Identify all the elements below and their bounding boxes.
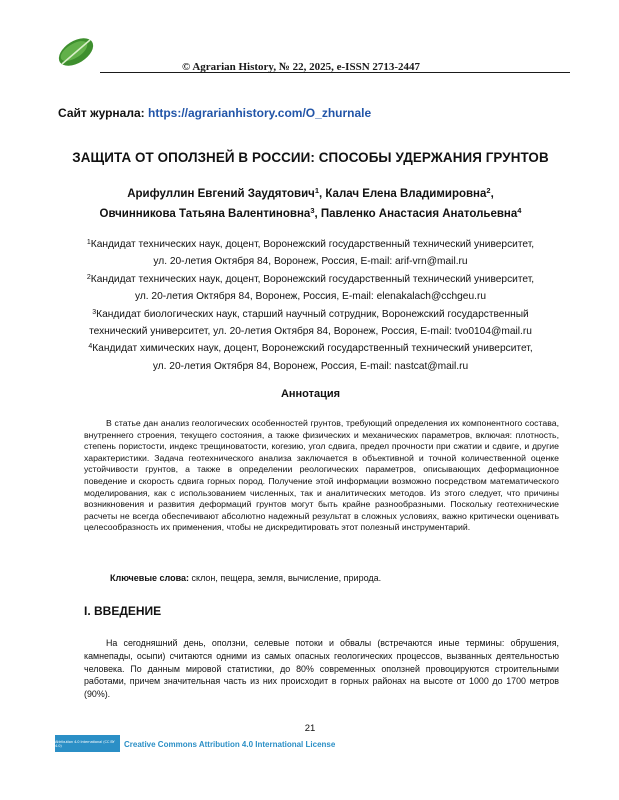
keywords-line [110,573,381,583]
annotation-text: В статье дан анализ геологических особенностей грунтов, требующий определения их компонентного состава, внутреннего строения, текущего состояния, а также физических и механических параметров, включая: плотность, степень пористости, индекс трещиноватости, когезию, угол сдвига, предел прочности при сжатии и сдвиге, и другие характеристики. Задача геотехнического анализа заключается в объективной и точной количественной оценке устойчивости грунтов, а также в определении реологических параметров, описывающих деформационное поведение и скорость сдвига горных пород. Получение этой информации возможно посредством математического моделирования, как с использованием численных, так и аналитических методов. Из этого следует, что причины возникновения и развития деформаций грунтов могут быть крайне разнообразными. Поскольку геотехнические расчеты не всегда обеспечивают абсолютно надежный результат в сложных условиях, важно критически оценивать целесообразность их применения, чтобы не дискредитировать этот полезный инструментарий. [84,418,559,533]
affiliation-line: $^1$Кандидат технических наук, доцент, Воронежский государственный технический университет, [86,239,535,250]
affiliation-line: ул. 20-летия Октября 84, Воронеж, Россия, E-mail: arif-vrn@mail.ru [153,256,468,268]
green-leaf-logo-icon [52,30,100,70]
page-number: 21 [304,723,316,734]
author-sup: 1 [314,186,319,195]
keywords-text: склон, пещера, земля, вычисление, природа. [189,573,382,583]
site-label: Сайт журнала: [58,106,145,120]
author-name: Арифуллин Евгений Заудятович [127,188,315,200]
author-sup: 4 [517,206,522,215]
site-link[interactable]: https://agrarianhistory.com/O_zhurnale [148,106,372,120]
header-divider [100,72,570,73]
author-name: Овчинникова Татьяна Валентиновна [99,208,311,220]
paper-title: ЗАЩИТА ОТ ОПОЛЗНЕЙ В РОССИИ: СПОСОБЫ УДЕРЖАНИЯ ГРУНТОВ [72,150,549,165]
author-sup: 3 [310,206,315,215]
affiliation-line: технический университет, ул. 20-летия Октября 84, Воронеж, Россия, E-mail: tvo0104@mail.ru [89,326,532,338]
cc-license-badge[interactable] [55,735,120,752]
section-heading: I. ВВЕДЕНИЕ [84,604,162,618]
affiliation-line: $^4$Кандидат химических наук, доцент, Воронежский государственный технический университет, [88,343,533,355]
annotation-heading: Аннотация [280,388,341,400]
affiliation-line: $^2$Кандидат технических наук, доцент, Воронежский государственный технический университет, [86,273,535,285]
journal-reference: © Agrarian History, № 22, 2025, e-ISSN 2713-2447 [182,61,421,73]
cc-badge-text: Attribution 4.0 International (CC BY 4.0) [55,739,115,748]
license-link[interactable]: Creative Commons Attribution 4.0 International License [124,740,336,749]
author-sup: 2 [486,186,491,195]
authors-block: Арифуллин Евгений Заудятович$^1$, Калач Елена Владимировна$^2$, Овчинникова Татьяна Валентиновна$^3$, Павленко Анастасия Анатольевна$^4$ [99,186,522,220]
keywords-label: Ключевые слова: [110,573,190,583]
author-name: Калач Елена Владимировна [325,188,487,200]
affiliation-line: $^3$Кандидат биологических наук, старший научный сотрудник, Воронежский государственный [92,308,529,320]
affiliation-line: ул. 20-летия Октября 84, Воронеж, Россия, E-mail: nastcat@mail.ru [152,360,469,372]
journal-site-line [58,106,371,120]
affiliation-line: ул. 20-летия Октября 84, Воронеж, Россия, E-mail: elenakalach@cchgeu.ru [134,291,487,303]
author-name: Павленко Анастасия Анатольевна [320,208,518,220]
section-text: На сегодняшний день, оползни, селевые потоки и обвалы (встречаются иные термины: обрушения, камнепады, осыпи) считаются одними из самых опасных геологических процессов, вызванных деятельностью человека. По данным мировой статистики, до 80% современных оползней провоцируются строительными работами, причем значительная часть из них происходит в горных районах на высоте от 1000 до 1700 метров (90%). [84,638,559,700]
affiliations-block [58,236,563,375]
